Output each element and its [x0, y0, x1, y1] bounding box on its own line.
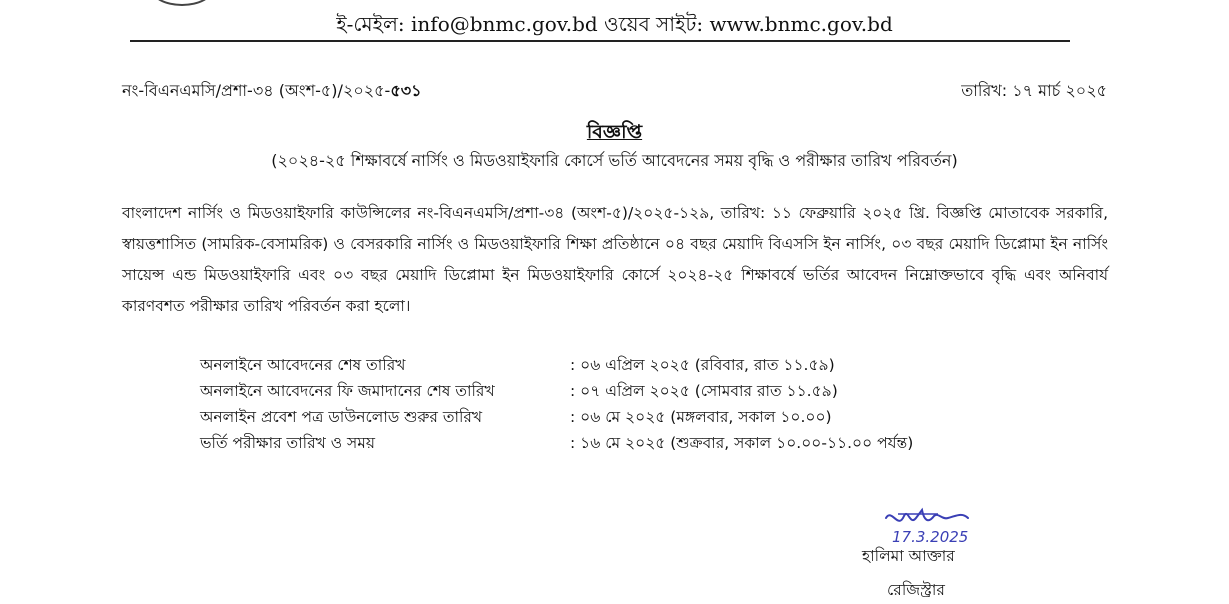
memo-number-prefix: নং-বিএনএমসি/প্রশা-৩৪ (অংশ-৫)/২০২৫- [122, 81, 391, 100]
schedule-value: : ০৬ মে ২০২৫ (মঙ্গলবার, সকাল ১০.০০) [570, 408, 832, 426]
memo-date: তারিখ: ১৭ মার্চ ২০২৫ [961, 81, 1107, 100]
memo-number [122, 78, 421, 105]
handwritten-signature [878, 506, 1008, 546]
header-divider [130, 40, 1070, 42]
contact-line: ই-মেইল: info@bnmc.gov.bd ওয়েব সাইট: www.bnmc.gov.bd [336, 12, 893, 36]
notice-body: বাংলাদেশ নার্সিং ও মিডওয়াইফারি কাউন্সিলের নং-বিএনএমসি/প্রশা-৩৪ (অংশ-৫)/২০২৫-১২৯, তারিখ: ১১ ফেব্রুয়ারি ২০২৫ খ্রি. বিজ্ঞপ্তি মোতাবেক সরকারি, স্বায়ত্তশাসিত (সামরিক-বেসামরিক) ও বেসরকারি নার্সিং ও মিডওয়াইফারি শিক্ষা প্রতিষ্ঠানে ০৪ বছর মেয়াদি বিএসসি ইন নার্সিং, ০৩ বছর মেয়াদি ডিপ্লোমা ইন নার্সিং সায়েন্স এন্ড মিডওয়াইফারি এবং ০৩ বছর মেয়াদি ডিপ্লোমা ইন মিডওয়াইফারি কোর্সে ২০২৪-২৫ শিক্ষাবর্ষে ভর্তির আবেদন নিম্নোক্তভাবে বৃদ্ধি এবং অনিবার্য কারণবশত পরীক্ষার তারিখ পরিবর্তন করা হলো। [122, 204, 1108, 315]
council-logo-icon [150, 0, 214, 6]
notice-title: বিজ্ঞপ্তি [586, 121, 643, 143]
memo-number-bold: ৫৩১ [390, 81, 422, 100]
schedule-row [200, 430, 913, 456]
schedule-value: : ০৬ এপ্রিল ২০২৫ (রবিবার, রাত ১১.৫৯) [570, 356, 835, 374]
schedule-label: অনলাইনে আবেদনের ফি জমাদানের শেষ তারিখ [200, 382, 495, 400]
schedule-value: : ০৭ এপ্রিল ২০২৫ (সোমবার রাত ১১.৫৯) [570, 382, 838, 400]
address-line-cropped [310, 0, 1070, 4]
schedule-row [200, 378, 913, 404]
schedule-label: ভর্তি পরীক্ষার তারিখ ও সময় [200, 434, 376, 452]
signatory-designation: রেজিস্ট্রার [887, 581, 945, 599]
schedule-label: অনলাইন প্রবেশ পত্র ডাউনলোড শুরুর তারিখ [200, 408, 483, 426]
schedule-value: : ১৬ মে ২০২৫ (শুক্রবার, সকাল ১০.০০-১১.০০ পর্যন্ত) [570, 434, 914, 452]
schedule-label: অনলাইনে আবেদনের শেষ তারিখ [200, 356, 406, 374]
schedule-table [200, 352, 913, 456]
signatory-name: হালিমা আক্তার [862, 547, 955, 565]
signature-date: 17.3.2025 [892, 528, 969, 546]
schedule-row [200, 352, 913, 378]
notice-subtitle: (২০২৪-২৫ শিক্ষাবর্ষে নার্সিং ও মিডওয়াইফারি কোর্সে ভর্তি আবেদনের সময় বৃদ্ধি ও পরীক্ষার তারিখ পরিবর্তন) [271, 151, 958, 170]
schedule-row [200, 404, 913, 430]
